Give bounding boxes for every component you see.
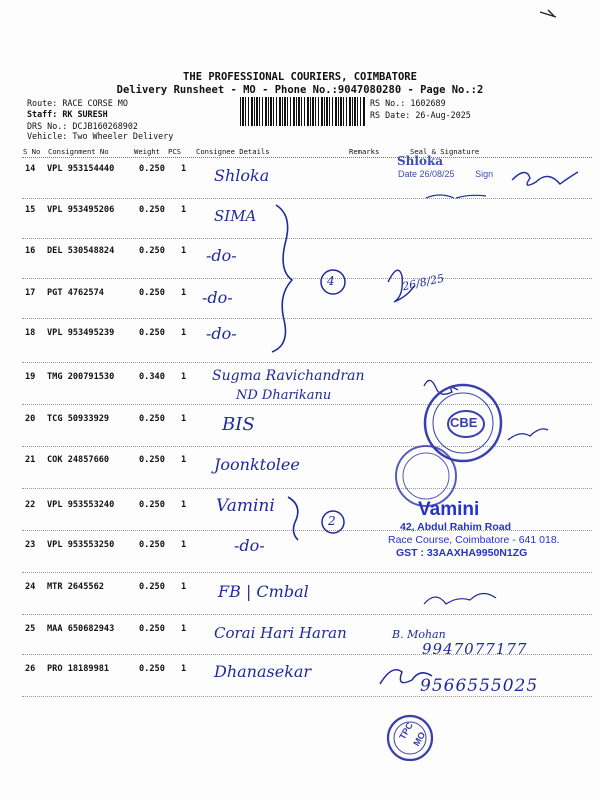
row-sno: 17 [25,288,36,298]
staff-value: RK SURESH [62,109,108,119]
col-sno: S No [23,147,41,156]
row-pcs: 1 [181,455,187,465]
shloka-stamp: Shloka [397,154,444,168]
shloka-sign: Sign [475,169,494,179]
phone-2: 9566555025 [420,676,539,696]
row-consignee-handwritten: Corai Hari Haran [214,624,347,642]
row-consignment-no: TMG 200791530 [47,372,115,382]
col-remarks: Remarks [349,147,380,156]
tpc-stamp-bottom: MO [411,730,428,748]
row-weight: 0.250 [139,500,165,510]
row-consignee-handwritten: -do- [234,536,265,555]
row-consignee-handwritten: Sugma Ravichandran [212,368,365,384]
row-pcs: 1 [181,328,187,338]
company-title: THE PROFESSIONAL COURIERS, COIMBATORE [183,71,417,83]
row-consignment-no: COK 24857660 [47,455,110,465]
row-weight: 0.250 [139,288,165,298]
row-sno: 22 [25,500,36,510]
row-sno: 16 [25,246,36,256]
vehicle-label: Vehicle: [27,131,68,141]
row-sno: 18 [25,328,36,338]
mohan-sign: B. Mohan [392,628,446,641]
row-weight: 0.250 [139,455,165,465]
row-sno: 24 [25,582,36,592]
col-consignment: Consignment No [48,147,109,156]
vamini-address-1: 42, Abdul Rahim Road [400,521,512,533]
row-pcs: 1 [181,205,187,215]
row-consignment-no: PGT 4762574 [47,288,104,298]
row-pcs: 1 [181,288,187,298]
col-consignee: Consignee Details [196,147,270,156]
runsheet-title: Delivery Runsheet - MO - Phone No.:9047080280 - Page No.:2 [116,84,484,96]
row-weight: 0.340 [139,372,165,382]
vamini-gst: GST : 33AAXHA9950N1ZG [396,547,528,559]
row-consignee-handwritten: SIMA [214,207,257,225]
group1-count: 4 [327,274,335,288]
row-weight: 0.250 [139,246,165,256]
col-weight: Weight [134,147,160,156]
route-value: RACE CORSE MO [62,98,128,108]
row-weight: 0.250 [139,664,165,674]
drs-value: DCJB160268902 [72,121,138,131]
row-consignment-no: VPL 953495239 [47,328,115,338]
rs-no-value: 1602689 [410,98,446,108]
staff-label: Staff: [27,109,58,119]
shloka-date-line [398,169,493,179]
row-pcs: 1 [181,246,187,256]
row-pcs: 1 [181,414,187,424]
vamini-stamp-name: Vamini [418,499,480,520]
row-consignment-no: MAA 650682943 [47,624,115,634]
row-weight: 0.250 [139,540,165,550]
row-sno: 19 [25,372,36,382]
row-pcs: 1 [181,372,187,382]
group2-count: 2 [328,514,336,528]
row-consignee-handwritten: FB | Cmbal [218,582,309,601]
col-seal: Seal & Signature [410,147,480,156]
row-consignee-handwritten: Vamini [216,496,275,516]
row-consignee-handwritten: Dhanasekar [214,662,312,681]
row-consignment-no: VPL 953553240 [47,500,115,510]
row-consignee-handwritten: Shloka [214,166,270,185]
row-sno: 21 [25,455,36,465]
route-label: Route: [27,98,58,108]
date-mark: 26/8/25 [401,271,446,294]
row-sno: 23 [25,540,36,550]
rs-date-label: RS Date: [370,110,411,120]
row-pcs: 1 [181,164,187,174]
tpc-stamp-top: TPC [397,720,415,742]
col-pcs: PCS [168,147,181,156]
rs-date-value: 26-Aug-2025 [415,110,471,120]
row-consignee-handwritten: -do- [206,324,237,343]
row-pcs: 1 [181,500,187,510]
row-weight: 0.250 [139,205,165,215]
shloka-date: Date 26/08/25 [398,169,455,179]
row-consignment-no: DEL 530548824 [47,246,115,256]
row-consignment-no: VPL 953154440 [47,164,115,174]
row-sno: 20 [25,414,36,424]
row-weight: 0.250 [139,624,165,634]
row-consignee-handwritten: BIS [222,414,255,435]
row-consignee-handwritten: Joonktolee [214,455,300,474]
row-consignee-handwritten: -do- [202,288,233,307]
row-pcs: 1 [181,664,187,674]
row-sno: 15 [25,205,36,215]
row-sno: 14 [25,164,36,174]
row-pcs: 1 [181,624,187,634]
phone-1: 9947077177 [422,640,528,658]
row-pcs: 1 [181,540,187,550]
row-consignment-no: VPL 953495206 [47,205,115,215]
cbe-stamp-text: CBE [450,415,478,430]
row-sno: 25 [25,624,36,634]
row-consignee-handwritten-line2: ND Dharikanu [236,388,332,403]
vamini-address-2: Race Course, Coimbatore - 641 018. [388,534,560,546]
rs-no-label: RS No.: [370,98,406,108]
row-pcs: 1 [181,582,187,592]
row-consignment-no: PRO 18189981 [47,664,110,674]
row-consignee-handwritten: -do- [206,246,237,265]
row-weight: 0.250 [139,582,165,592]
row-consignment-no: TCG 50933929 [47,414,110,424]
vehicle-value: Two Wheeler Delivery [72,131,174,141]
row-consignment-no: MTR 2645562 [47,582,104,592]
row-consignment-no: VPL 953553250 [47,540,115,550]
drs-label: DRS No.: [27,121,68,131]
row-weight: 0.250 [139,164,165,174]
row-sno: 26 [25,664,36,674]
row-weight: 0.250 [139,328,165,338]
row-weight: 0.250 [139,414,165,424]
